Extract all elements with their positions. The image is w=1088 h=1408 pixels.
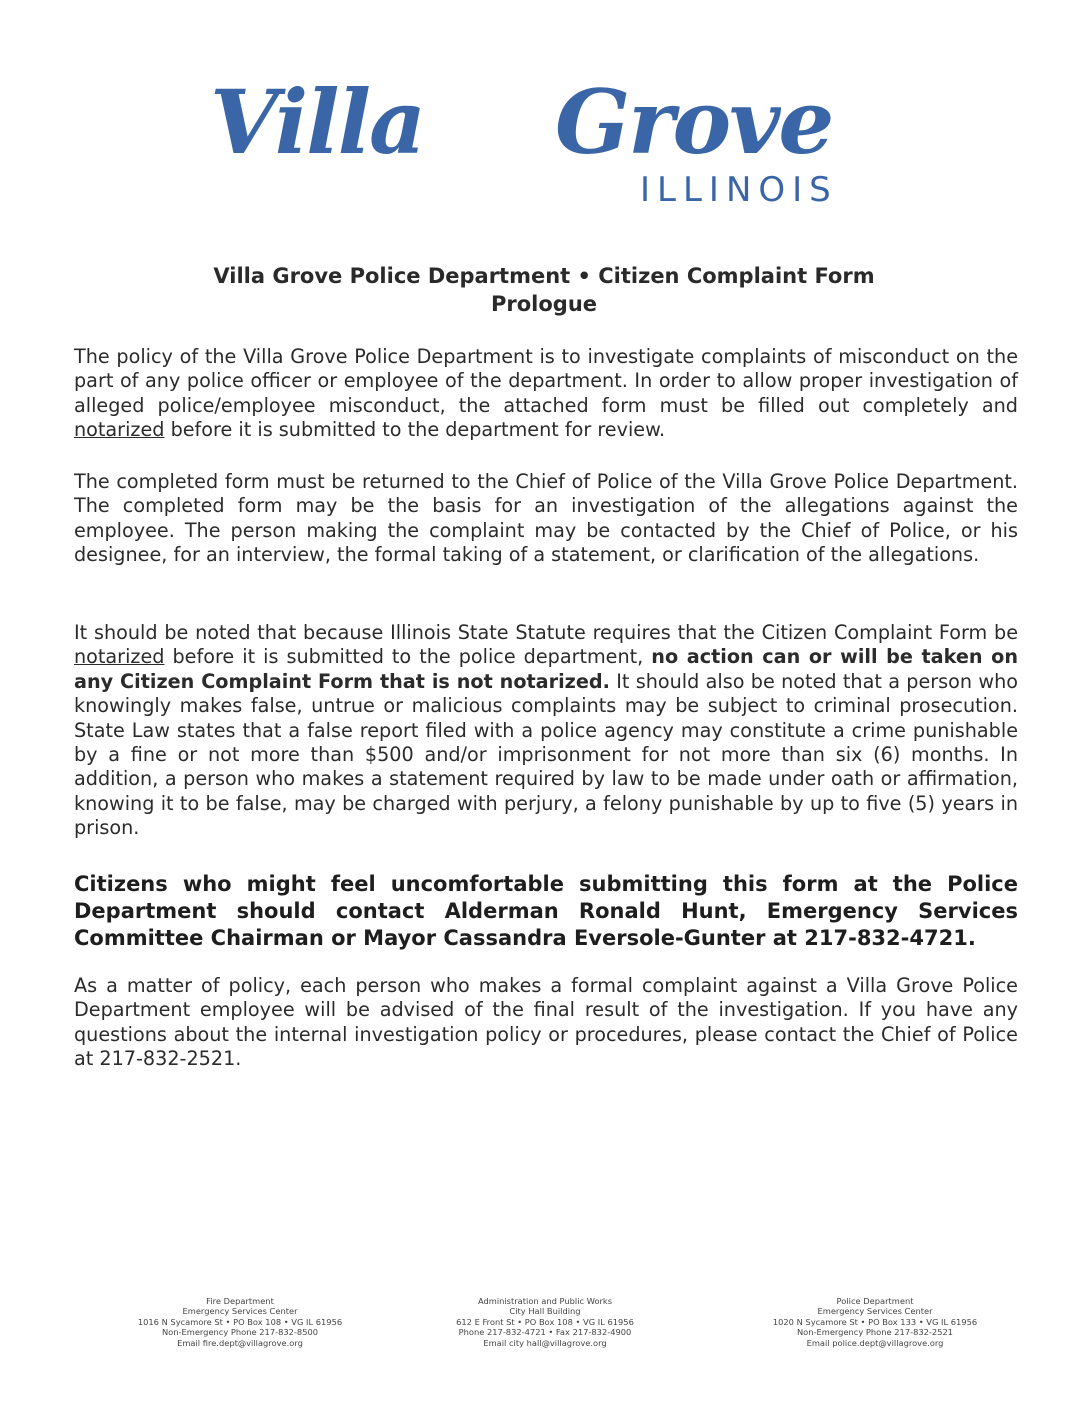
- footer-line: Non-Emergency Phone 217-832-2521: [796, 1327, 954, 1338]
- bold-warning: no action can or will be taken on any Citizen Complaint Form that is not notarized.: [74, 645, 1018, 693]
- footer-line: 1020 N Sycamore St • PO Box 133 • VG IL 61956: [772, 1316, 978, 1327]
- footer-line: Emergency Services Center: [182, 1306, 298, 1317]
- paragraph-text: before it is submitted to the department for review.: [164, 418, 666, 442]
- paragraph-text: The policy of the Villa Grove Police Department is to investigate complaints of misconduct on the part of any police officer or employee of the department. In order to allow proper investigation of alleged police/employee misconduct, the attached form must be filled out completely and: [74, 345, 1018, 417]
- footer-line: Non-Emergency Phone 217-832-8500: [161, 1327, 319, 1338]
- footer-line: Email fire.dept@villagrove.org: [177, 1337, 303, 1348]
- logo-word-grove: Grove: [555, 70, 833, 174]
- footer-line: Email city hall@villagrove.org: [483, 1337, 607, 1348]
- paragraph-text: It should be noted that because Illinois State Statute requires that the Citizen Complaint Form be: [74, 621, 1018, 644]
- paragraph-return: The completed form must be returned to the Chief of Police of the Villa Grove Police Department. The completed form may be the basis for an investigation of the allegations against the employee. The person making the complaint may be contacted by the Chief of Police, or his designee, for an interview, the formal taking of a statement, or clarification of the allegations.: [74, 470, 1018, 567]
- paragraph-text: It should also be noted that a person who knowingly makes false, untrue or malicious complaints may be subject to criminal prosecution. State Law states that a false report filed with a police agency may constitute a crime punishable by a fine or not more than $500 and/or imprisonment for not more than six (6) months. In addition, a person who makes a statement required by law to be made under oath or affirmation, knowing it to be false, may be charged with perjury, a felony punishable by up to five (5) years in prison.: [74, 669, 1018, 840]
- footer: [0, 1296, 1088, 1356]
- underlined-term: notarized: [74, 418, 165, 442]
- paragraph-statute: [74, 621, 1018, 841]
- page-title: Villa Grove Police Department • Citizen Complaint Form: [213, 264, 875, 288]
- paragraph-alternate-contact: Citizens who might feel uncomfortable submitting this form at the Police Department should contact Alderman Ronald Hunt, Emergency Services Committee Chairman or Mayor Cassandra Eversole-Gunter at 217-832-4721.: [74, 872, 1018, 950]
- paragraph-final-result: As a matter of policy, each person who makes a formal complaint against a Villa Grove Police Department employee will be advised of the final result of the investigation. If you have any questions about the internal investigation policy or procedures, please contact the Chief of Police at 217-832-2521.: [74, 974, 1018, 1071]
- footer-line: Phone 217-832-4721 • Fax 217-832-4900: [458, 1327, 632, 1338]
- footer-line: Administration and Public Works: [477, 1296, 613, 1306]
- footer-administration: [395, 1296, 695, 1348]
- paragraph-text: before it is submitted to the police department,: [164, 645, 652, 669]
- footer-line: Fire Department: [206, 1296, 274, 1306]
- page-subtitle: Prologue: [490, 292, 598, 316]
- underlined-term: notarized: [74, 645, 165, 669]
- footer-fire-department: [90, 1296, 390, 1348]
- footer-line: Email police.dept@villagrove.org: [806, 1337, 944, 1348]
- footer-line: 1016 N Sycamore St • PO Box 108 • VG IL 61956: [137, 1316, 343, 1327]
- footer-line: Police Department: [836, 1296, 914, 1306]
- villa-grove-logo: [0, 50, 1088, 230]
- logo-state: ILLINOIS: [640, 170, 838, 210]
- footer-line: City Hall Building: [509, 1306, 581, 1317]
- logo-word-villa: Villa: [210, 70, 425, 174]
- footer-line: 612 E Front St • PO Box 108 • VG IL 61956: [456, 1316, 634, 1327]
- footer-police-department: [725, 1296, 1025, 1348]
- footer-line: Emergency Services Center: [817, 1306, 933, 1317]
- paragraph-policy: [74, 345, 1018, 443]
